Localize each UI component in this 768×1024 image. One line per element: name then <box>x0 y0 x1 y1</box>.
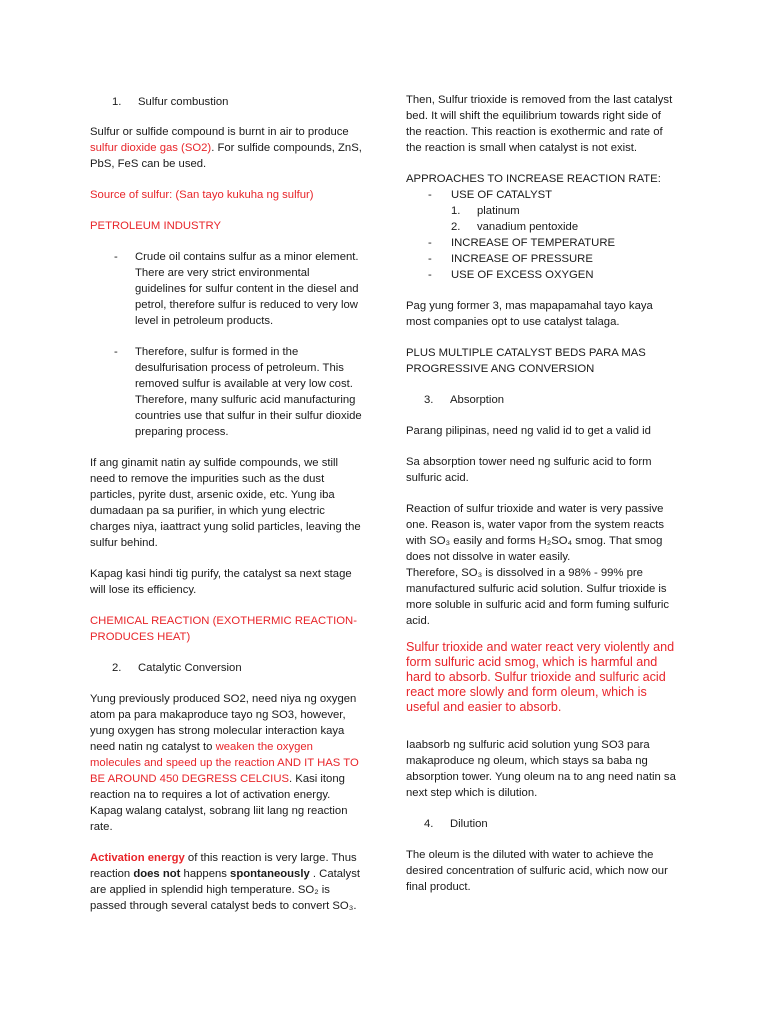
paragraph-multiple-catalyst-beds: PLUS MULTIPLE CATALYST BEDS PARA MAS PROGRESSIVE ANG CONVERSION <box>406 347 646 375</box>
paragraph-activation-energy: Activation energy of this reaction is very large. Thus reaction does not happens spontaneously . Catalyst are applied in splendid high temperature. SO₂ is passed through several catalyst beds to convert SO₃. <box>90 852 360 912</box>
approach-pressure: - INCREASE OF PRESSURE <box>428 253 593 265</box>
heading-dilution: 4. Dilution <box>424 818 488 830</box>
petroleum-industry-heading: PETROLEUM INDUSTRY <box>90 220 221 232</box>
highlight-catalyst: weaken the oxygen molecules and speed up the reaction AND IT HAS TO BE AROUND 450 DEGRESS CELCIUS <box>90 741 359 785</box>
paragraph-so2-oxygen: Yung previously produced SO2, need niya ng oxygen atom pa para makaproduce tayo ng SO3, however, yung oxygen has strong molecular interaction kaya need natin ng catalyst to weaken the oxygen molecules and speed up the reaction AND IT HAS TO BE AROUND 450 DEGRESS CELCIUS. Kasi itong reaction na to requires a lot of activation energy. Kapag walang catalyst, sobrang liit lang ng reaction rate. <box>90 693 359 833</box>
catalyst-item-1: 1. platinum <box>451 205 520 217</box>
paragraph-dilution: The oleum is the diluted with water to achieve the desired concentration of sulfuric acid, which now our final product. <box>406 849 668 893</box>
approach-catalyst: - USE OF CATALYST <box>428 189 553 201</box>
left-column <box>90 92 362 929</box>
approach-temperature: - INCREASE OF TEMPERATURE <box>428 237 616 249</box>
source-of-sulfur: Source of sulfur: (San tayo kukuha ng sulfur) <box>90 189 314 201</box>
heading-catalytic-conversion: 2. Catalytic Conversion <box>112 662 242 674</box>
heading-absorption: 3. Absorption <box>424 394 505 406</box>
heading-text: Sulfur combustion <box>138 96 229 108</box>
red-highlight-paragraph: Sulfur trioxide and water react very violently and form sulfuric acid smog, which is harmful and hard to absorb. Sulfur trioxide and sulfuric acid react more slowly and form oleum, which is useful and easier to absorb. <box>406 640 675 714</box>
paragraph-purify: Kapag kasi hindi tig purify, the catalyst sa next stage will lose its efficiency. <box>90 568 352 596</box>
right-column <box>406 92 678 910</box>
paragraph-passive-reaction: Reaction of sulfur trioxide and water is very passive one. Reason is, water vapor from the system reacts with SO₃ easily and forms H₂SO₄ smog. That smog does not dissolve in water easily. <box>406 503 665 563</box>
approaches-heading: APPROACHES TO INCREASE REACTION RATE: <box>406 173 661 185</box>
catalyst-item-2: 2. vanadium pentoxide <box>451 221 579 233</box>
bullet-crude-oil: - Crude oil contains sulfur as a minor element. There are very strict environmental guidelines for sulfur content in the diesel and petrol, therefore sulfur is reduced to very low level in petroleum products. <box>114 251 359 327</box>
paragraph-former-3: Pag yung former 3, mas mapapamahal tayo kaya most companies opt to use catalyst talaga. <box>406 300 653 328</box>
paragraph-oleum: Iaabsorb ng sulfuric acid solution yung SO3 para makaproduce ng oleum, which stays sa baba ng absorption tower. Yung oleum na to ang need natin sa next step which is dilution. <box>406 739 676 799</box>
paragraph-valid-id: Parang pilipinas, need ng valid id to get a valid id <box>406 425 651 437</box>
highlight-activation-energy: Activation energy <box>90 852 185 864</box>
paragraph-sulfide-impurities: If ang ginamit natin ay sulfide compounds, we still need to remove the impurities such as the dust particles, pyrite dust, arsenic oxide, etc. Yung iba dumadaan pa sa purifier, in which yung electric charges niya, iaattract yung solid particles, leaving the sulfur behind. <box>90 457 361 549</box>
paragraph-sulfur-trioxide-removed: Then, Sulfur trioxide is removed from the last catalyst bed. It will shift the equilibrium towards right side of the reaction. This reaction is exothermic and rate of the reaction is small when catalyst is not exist. <box>406 94 673 154</box>
highlight-so2: sulfur dioxide gas (SO2) <box>90 142 212 154</box>
heading-number: 1. <box>112 96 122 108</box>
heading-sulfur-combustion <box>112 94 362 110</box>
chemical-reaction-heading: CHEMICAL REACTION (EXOTHERMIC REACTION-PRODUCES HEAT) <box>90 615 357 643</box>
paragraph-so3-dissolved: Therefore, SO₃ is dissolved in a 98% - 99% pre manufactured sulfuric acid solution. Sulfur trioxide is more soluble in sulfuric acid and form fuming sulfuric acid. <box>406 567 670 627</box>
approach-excess-oxygen: - USE OF EXCESS OXYGEN <box>428 269 594 281</box>
paragraph-sulfur-burnt: Sulfur or sulfide compound is burnt in air to produce sulfur dioxide gas (SO2). For sulfide compounds, ZnS, PbS, FeS can be used. <box>90 126 362 170</box>
bullet-desulfurisation: - Therefore, sulfur is formed in the desulfurisation process of petroleum. This removed sulfur is available at very low cost. Therefore, many sulfuric acid manufacturing countries use that sulfur in their sulfur dioxide preparing process. <box>114 346 362 438</box>
paragraph-absorption-tower: Sa absorption tower need ng sulfuric acid to form sulfuric acid. <box>406 456 652 484</box>
